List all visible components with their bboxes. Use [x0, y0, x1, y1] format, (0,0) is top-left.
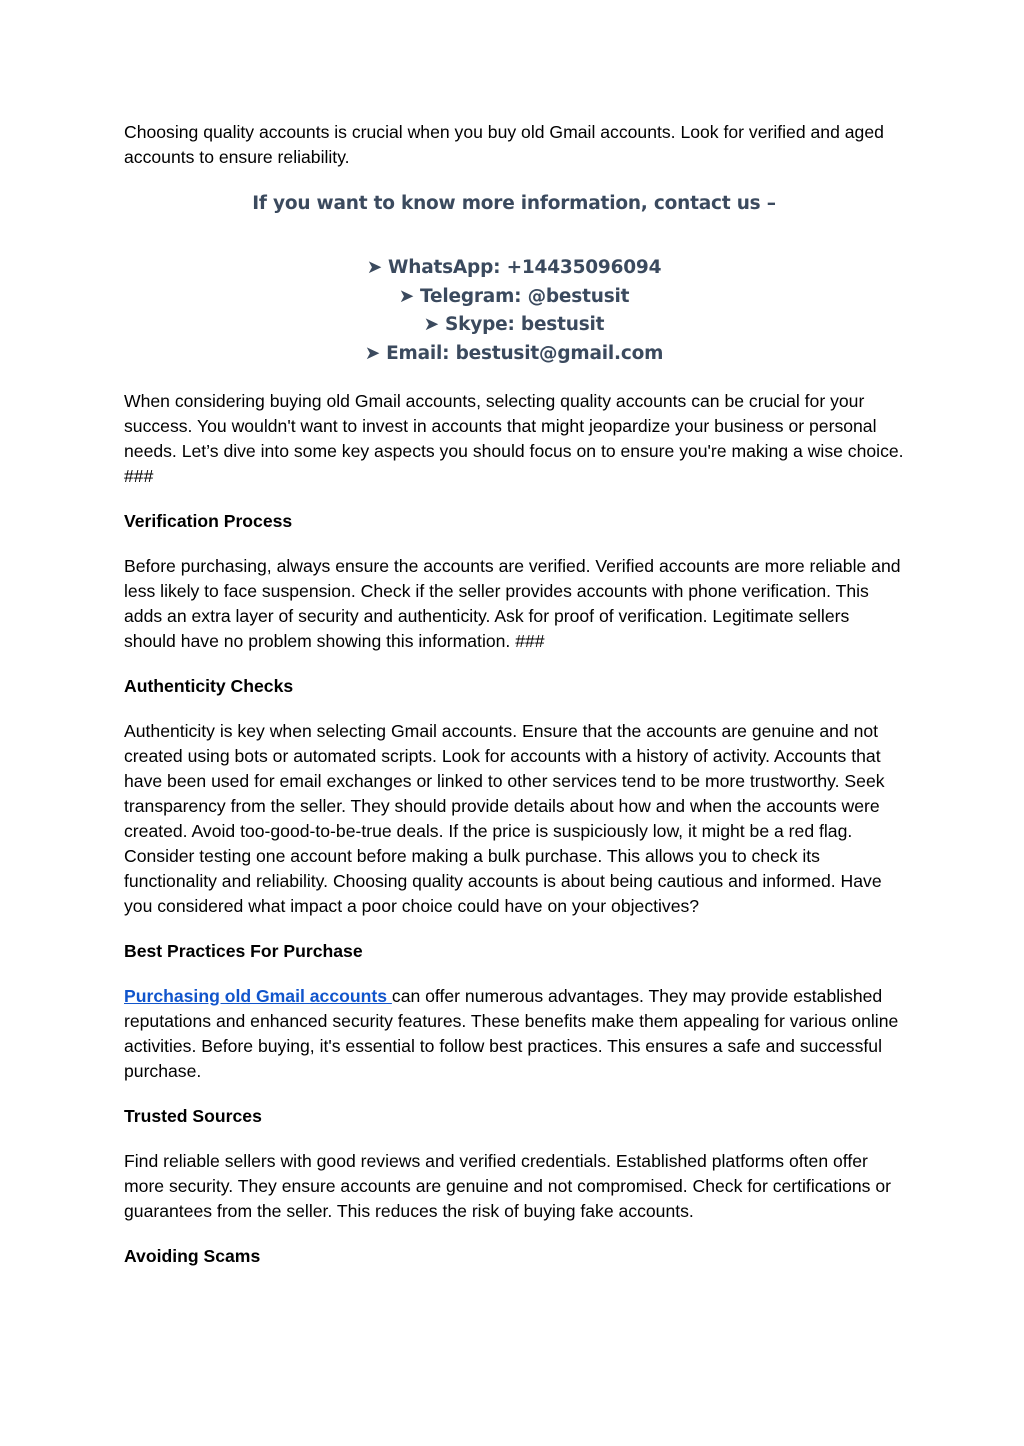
- contact-email: [124, 340, 904, 369]
- contact-skype: [124, 311, 904, 340]
- contact-heading: If you want to know more information, contact us –: [252, 193, 776, 214]
- best-practices-heading: Best Practices For Purchase: [124, 940, 363, 961]
- intro-paragraph: Choosing quality accounts is crucial when you buy old Gmail accounts. Look for verified and aged accounts to ensure reliability.: [124, 122, 884, 167]
- trusted-sources-paragraph: Find reliable sellers with good reviews and verified credentials. Established platforms often offer more security. They ensure accounts are genuine and not compromised. Check for certifications or guarantees from the seller. This reduces the risk of buying fake accounts.: [124, 1150, 892, 1221]
- contact-whatsapp-text: WhatsApp: +14435096094: [388, 257, 662, 278]
- contact-list: [124, 254, 904, 369]
- verification-paragraph: Before purchasing, always ensure the accounts are verified. Verified accounts are more reliable and less likely to face suspension. Check if the seller provides accounts with phone verification. This adds an extra layer of security and authenticity. Ask for proof of verification. Legitimate sellers should have no problem showing this information. ###: [124, 555, 901, 651]
- contact-email-text: Email: bestusit@gmail.com: [386, 343, 664, 365]
- trusted-sources-heading: Trusted Sources: [124, 1105, 262, 1126]
- authenticity-paragraph: Authenticity is key when selecting Gmail accounts. Ensure that the accounts are genuine and not created using bots or automated scripts. Look for accounts with a history of activity. Accounts that have been used for email exchanges or linked to other services tend to be more trustworthy. Seek transparency from the seller. They should provide details about how and when the accounts were created. Avoid too-good-to-be-true deals. If the price is suspiciously low, it might be a red flag. Consider testing one account before making a bulk purchase. This allows you to check its functionality and reliability. Choosing quality accounts is about being cautious and informed. Have you considered what impact a poor choice could have on your objectives?: [124, 720, 885, 916]
- best-practices-body: can offer numerous advantages. They may provide established reputations and enhanced security features. These benefits make them appealing for various online activities. Before buying, it's essential to follow best practices. This ensures a safe and successful purchase.: [124, 985, 899, 1081]
- arrow-icon: ➤: [423, 314, 439, 336]
- best-practices-paragraph: [124, 984, 904, 1084]
- avoiding-scams-heading: Avoiding Scams: [124, 1245, 261, 1266]
- arrow-icon: ➤: [398, 285, 415, 307]
- document-page: [124, 120, 904, 1289]
- contact-telegram-text: Telegram: @bestusit: [420, 285, 630, 307]
- contact-skype-text: Skype: bestusit: [444, 314, 605, 336]
- arrow-icon: ➤: [366, 257, 383, 278]
- verification-heading: Verification Process: [124, 510, 293, 531]
- arrow-icon: ➤: [364, 343, 381, 365]
- considering-paragraph: When considering buying old Gmail accounts, selecting quality accounts can be crucial for your success. You wouldn't want to invest in accounts that might jeopardize your business or personal needs. Let’s dive into some key aspects you should focus on to ensure you're making a wise choice. ###: [124, 390, 904, 486]
- contact-whatsapp: [124, 254, 904, 283]
- purchasing-gmail-link[interactable]: Purchasing old Gmail accounts: [124, 985, 392, 1006]
- authenticity-heading: Authenticity Checks: [124, 675, 294, 696]
- contact-telegram: [124, 283, 904, 312]
